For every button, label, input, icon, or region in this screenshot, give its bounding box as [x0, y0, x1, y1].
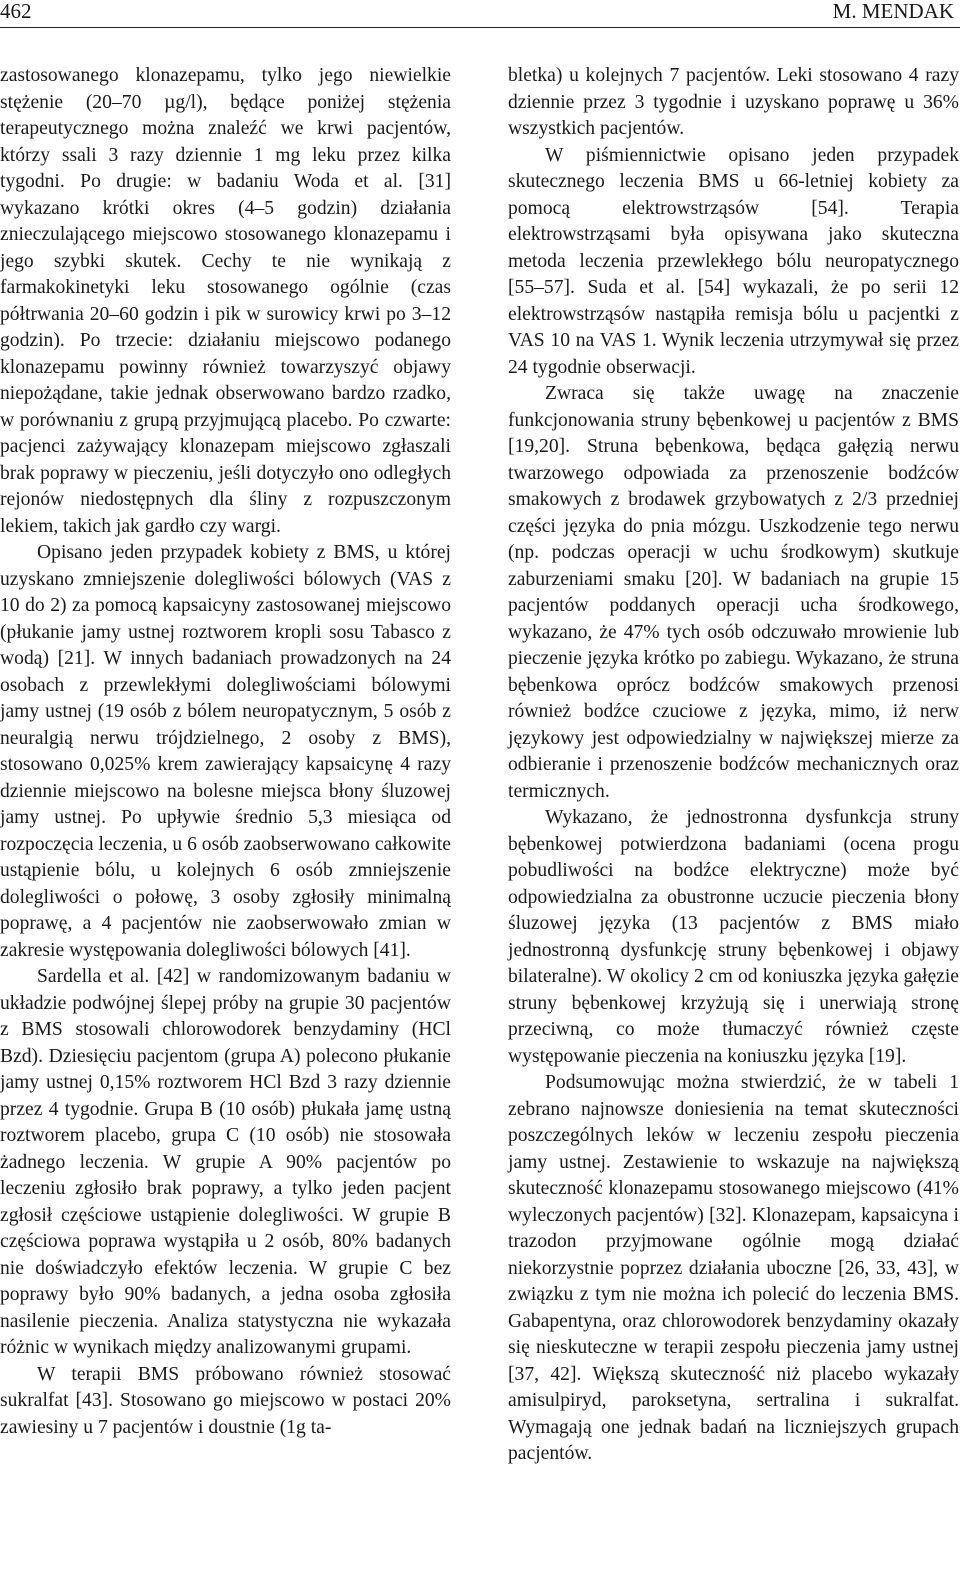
- paragraph: Podsumowując można stwierdzić, że w tabeli 1 zebrano najnowsze doniesienia na temat skuteczności poszczególnych leków w leczeniu zespołu pieczenia jamy ustnej. Zestawienie to wskazuje na największą skuteczność klonazepamu stosowanego miejscowo (41% wyleczonych pacjentów) [32]. Klonazepam, kapsaicyna i trazodon przyjmowane ogólnie mogą działać niekorzystnie poprzez działania uboczne [26, 33, 43], w związku z tym nie można ich polecić do leczenia BMS. Gabapentyna, oraz chlorowodorek benzydaminy okazały się nieskuteczne w terapii zespołu pieczenia jamy ustnej [37, 42]. Większą skuteczność niż placebo wykazały amisulpiryd, paroksetyna, sertralina i sukralfat. Wymagają one jednak badań na liczniejszych grupach pacjentów.: [508, 1072, 959, 1464]
- paragraph: Opisano jeden przypadek kobiety z BMS, u której uzyskano zmniejszenie dolegliwości bólowych (VAS z 10 do 2) za pomocą kapsaicyny zastosowanej miejscowo (płukanie jamy ustnej roztworem kropli sosu Tabasco z wodą) [21]. W innych badaniach prowadzonych na 24 osobach z przewlekłymi dolegliwościami bólowymi jamy ustnej (19 osób z bólem neuropatycznym, 5 osób z neuralgią nerwu trójdzielnego, 2 osoby z BMS), stosowano 0,025% krem zawierający kapsaicynę 4 razy dziennie miejscowo na bolesne miejsca błony śluzowej jamy ustnej. Po upływie średnio 5,3 miesiąca od rozpoczęcia leczenia, u 6 osób zaobserwowano całkowite ustąpienie bólu, u kolejnych 6 osób zmniejszenie dolegliwości o połowę, 3 osoby zgłosiły minimalną poprawę, a 4 pacjentów nie zaobserwowało zmian w zakresie występowania dolegliwości bólowych [41].: [0, 542, 451, 961]
- paragraph: Sardella et al. [42] w randomizowanym badaniu w układzie podwójnej ślepej próby na grupie 30 pacjentów z BMS stosowali chlorowodorek benzydaminy (HCl Bzd). Dziesięciu pacjentom (grupa A) polecono płukanie jamy ustnej 0,15% roztworem HCl Bzd 3 razy dziennie przez 4 tygodnie. Grupa B (10 osób) płukała jamę ustną roztworem placebo, grupa C (10 osób) nie stosowała żadnego leczenia. W grupie A 90% pacjentów po leczeniu zgłosiło brak poprawy, a tylko jeden pacjent zgłosił częściowe ustąpienie dolegliwości. W grupie B częściowa poprawa wystąpiła u 2 osób, 80% badanych nie doświadczyło efektów leczenia. W grupie C bez poprawy było 90% badanych, a jedna osoba zgłosiła nasilenie pieczenia. Analiza statystyczna nie wykazała różnic w wynikach między analizowanymi grupami.: [0, 966, 451, 1358]
- right-column: [508, 63, 959, 1468]
- paragraph: bletka) u kolejnych 7 pacjentów. Leki stosowano 4 razy dziennie przez 3 tygodnie i uzyskano poprawę u 36% wszystkich pacjentów.: [508, 65, 959, 139]
- header-rule: [0, 27, 960, 28]
- left-column: [0, 63, 451, 1441]
- paragraph: W terapii BMS próbowano również stosować sukralfat [43]. Stosowano go miejscowo w postaci 20% zawiesiny u 7 pacjentów i doustnie (1g ta-: [0, 1363, 451, 1438]
- paragraph: Wykazano, że jednostronna dysfunkcja struny bębenkowej potwierdzona badaniami (ocena progu pobudliwości na bodźce elektryczne) może być odpowiedzialna za obustronne uczucie pieczenia błony śluzowej języka (13 pacjentów z BMS miało jednostronną dysfunkcję struny bębenkowej i objawy bilateralne). W okolicy 2 cm od koniuszka języka gałęzie struny bębenkowej krzyżują się i unerwiają stronę przeciwną, co może tłumaczyć również częste występowanie pieczenia na koniuszku języka [19].: [508, 807, 959, 1067]
- paragraph: Zwraca się także uwagę na znaczenie funkcjonowania struny bębenkowej u pacjentów z BMS [19,20]. Struna bębenkowa, będąca gałęzią nerwu twarzowego odpowiada za przenoszenie bodźców smakowych z brodawek grzybowatych z 2/3 przedniej części języka do pnia mózgu. Uszkodzenie tego nerwu (np. podczas operacji w uchu środkowym) skutkuje zaburzeniami smaku [20]. W badaniach na grupie 15 pacjentów poddanych operacji ucha środkowego, wykazano, że 47% tych osób odczuwało mrowienie lub pieczenie języka krótko po zabiegu. Wykazano, że struna bębenkowa oprócz bodźców smakowych przenosi również bodźce czuciowe z języka, mimo, iż nerw językowy jest odpowiedzialny w największej mierze za odbieranie i przenoszenie bodźców mechanicznych oraz termicznych.: [508, 383, 959, 802]
- paragraph: W piśmiennictwie opisano jeden przypadek skutecznego leczenia BMS u 66-letniej kobiety za pomocą elektrowstrząsów [54]. Terapia elektrowstrząsami była opisywana jako skuteczna metoda leczenia przewlekłego bólu neuropatycznego [55–57]. Suda et al. [54] wykazali, że po serii 12 elektrowstrząsów nastąpiła remisja bólu u pacjentki z VAS 10 na VAS 1. Wynik leczenia utrzymywał się przez 24 tygodnie obserwacji.: [508, 144, 959, 378]
- paragraph: zastosowanego klonazepamu, tylko jego niewielkie stężenie (20–70 µg/l), będące poniżej stężenia terapeutycznego można znaleźć we krwi pacjentów, którzy ssali 3 razy dziennie 1 mg leku przez kilka tygodni. Po drugie: w badaniu Woda et al. [31] wykazano krótki okres (4–5 godzin) działania znieczulającego miejscowo stosowanego klonazepamu i jego szybki skutek. Cechy te nie wynikają z farmakokinetyki leku stosowanego ogólnie (czas półtrwania 20–60 godzin i pik w surowicy krwi po 3–12 godzin). Po trzecie: działaniu miejscowo podanego klonazepamu powinny również towarzyszyć objawy niepożądane, takie jednak obserwowano bardzo rzadko, w porównaniu z grupą przyjmującą placebo. Po czwarte: pacjenci zażywający klonazepam miejscowo zgłaszali brak poprawy w pieczeniu, jeśli dotyczyło ono odległych rejonów niedostępnych dla śliny z rozpuszczonym lekiem, takich jak gardło czy wargi.: [0, 65, 451, 537]
- page-number: 462: [0, 0, 32, 23]
- running-head-author: M. MENDAK: [832, 0, 954, 23]
- page-header: [0, 0, 960, 26]
